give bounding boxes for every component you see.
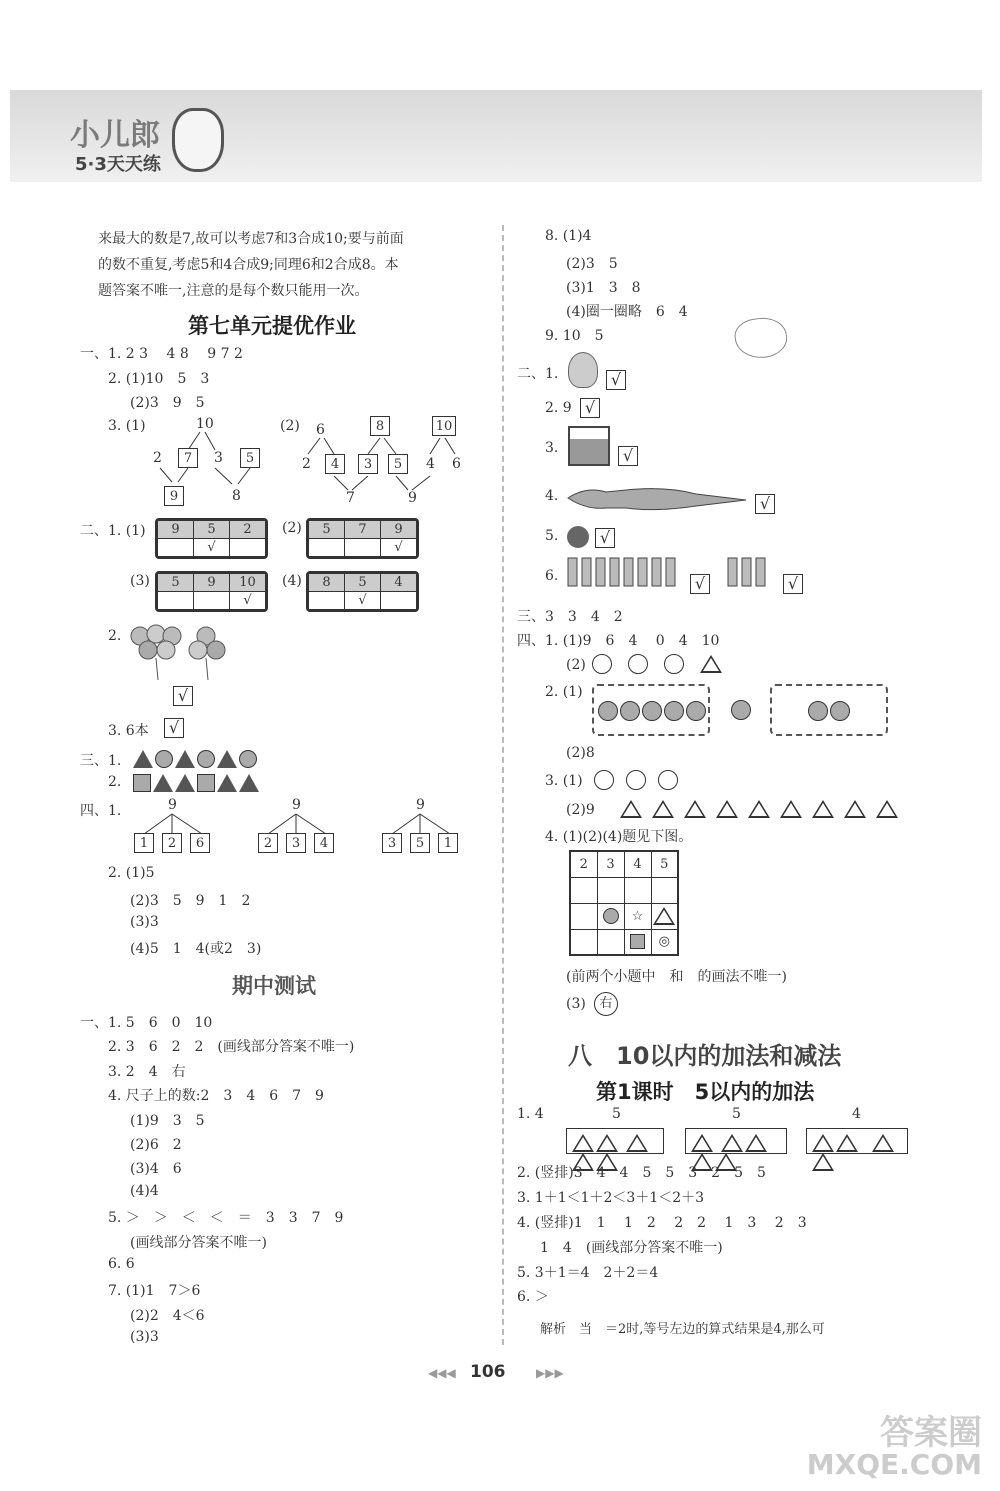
answer-line: (2): [566, 657, 586, 673]
answer-table: 9 5 2 √: [155, 518, 268, 559]
answer-table: 5 7 9 √: [306, 518, 419, 559]
answer-line: 三、1.: [80, 753, 122, 769]
shape-sequence: [592, 653, 732, 674]
answer-line: (2): [280, 418, 300, 434]
answer-line: 5.: [545, 528, 559, 544]
tree-node: 2: [153, 450, 162, 466]
answer-line: 4. 尺子上的数:2 3 4 6 7 9: [108, 1088, 324, 1104]
tree-node: 6: [452, 456, 461, 472]
answer-line: 3. 1＋1＜1＋2＜3＋1＜2＋3: [517, 1190, 705, 1206]
answer-line: 2. (1)10 5 3: [108, 371, 210, 387]
answer-line: 二、1. (1): [80, 523, 146, 539]
triangle-box: [806, 1128, 908, 1154]
shape-sequence: [594, 769, 682, 790]
answer-line: (4)5 1 4(或2 3): [130, 941, 262, 957]
answer-line: (3): [130, 573, 150, 589]
tree-box: 10: [432, 416, 456, 436]
answer-line: 4: [852, 1106, 861, 1122]
answer-line: (2)8: [566, 745, 595, 761]
answer-line: 一、1. 2 3 4 8 9 7 2: [80, 346, 243, 362]
answer-line: (3)3: [130, 1329, 159, 1345]
answer-line: 2. (竖排)3 4 4 5 5 3 2 5 5: [517, 1165, 766, 1181]
answer-line: (2)9: [566, 802, 595, 818]
pencils-icon: [566, 554, 776, 594]
balloons-icon: [128, 622, 238, 682]
analysis-note: 解析 当 ＝2时,等号左边的算式结果是4,那么可: [540, 1322, 825, 1337]
water-tank-icon: [568, 426, 610, 466]
tree-box: 3: [382, 833, 402, 853]
answer-line: 3.: [545, 440, 559, 456]
next-arrows-icon: ▶▶▶: [536, 1366, 564, 1380]
answer-table: 8 5 4 √: [306, 571, 419, 612]
answer-line: (3)4 6: [130, 1161, 182, 1177]
check-box: √: [173, 686, 193, 706]
answer-line: 2.: [108, 774, 122, 790]
answer-line: 3. 2 4 右: [108, 1064, 186, 1080]
shape-sequence: [133, 748, 259, 768]
answer-line: 9. 10 5: [545, 328, 604, 344]
answer-line: 5: [732, 1106, 741, 1122]
answer-line: 一、1. 5 6 0 10: [80, 1015, 213, 1031]
answer-line: 3. (1): [108, 418, 146, 434]
answer-line: 3. (1): [545, 773, 583, 789]
watermark-url: MXQE.COM: [806, 1448, 982, 1481]
tree-box: 5: [240, 448, 260, 468]
tree-box: 5: [410, 833, 430, 853]
tree-box: 5: [388, 454, 408, 474]
crocodile-icon: [566, 478, 751, 518]
tree-node: 7: [346, 490, 355, 506]
answer-line: 2. 9: [545, 400, 572, 416]
check-box: √: [580, 398, 600, 418]
tree-box: 4: [325, 454, 345, 474]
tree-node: 2: [302, 456, 311, 472]
tree-node: 6: [316, 422, 325, 438]
answer-line: (画线部分答案不唯一): [130, 1235, 267, 1251]
answer-line: 4. (竖排)1 1 1 2 2 2 1 3 2 3: [517, 1215, 807, 1231]
check-box: √: [755, 494, 775, 514]
triangle-box: [685, 1128, 787, 1154]
brand-logo: 小儿郎: [70, 118, 160, 153]
chapter-title: 八 10以内的加法和减法: [568, 1042, 842, 1070]
answer-line: (1)9 3 5: [130, 1113, 205, 1129]
answer-line: 3. 6本: [108, 723, 149, 739]
circle-single: [731, 700, 751, 720]
tree-box: 8: [370, 416, 390, 436]
tree-node: 3: [214, 450, 223, 466]
intro-line-1: 来最大的数是7,故可以考虑7和3合成10;要与前面: [98, 231, 404, 247]
answer-line: (3): [566, 996, 586, 1012]
tree-node: 4: [426, 456, 435, 472]
tree-box: 4: [314, 833, 334, 853]
tree-node: 9: [168, 797, 177, 813]
tree-node: 9: [292, 797, 301, 813]
answer-line: (4)4: [130, 1183, 159, 1199]
check-box: √: [164, 718, 184, 738]
tree-node: 9: [416, 797, 425, 813]
answer-line: 2. 3 6 2 2 (画线部分答案不唯一): [108, 1039, 355, 1055]
answer-line: 二、1.: [517, 366, 559, 382]
answer-line: 四、1.: [80, 803, 122, 819]
prev-arrows-icon: ◀◀◀: [428, 1366, 456, 1380]
answer-line: 5. ＞ ＞ ＜ ＜ ＝ 3 3 7 9: [108, 1210, 344, 1226]
check-box: √: [618, 446, 638, 466]
shape-sequence: [133, 772, 261, 792]
answer-line: (4)圈一圈略 6 4: [566, 304, 688, 320]
circle-group: [808, 700, 852, 721]
answer-line: 4. (1)(2)(4)题见下图。: [545, 829, 693, 845]
check-box: √: [783, 574, 803, 594]
tree-box: 3: [358, 454, 378, 474]
tree-box: 3: [286, 833, 306, 853]
triangle-box: [566, 1128, 664, 1154]
answer-line: 三、3 3 4 2: [517, 609, 623, 625]
answer-line: 6.: [545, 568, 559, 584]
tree-box: 9: [164, 486, 184, 506]
answer-line: 5: [612, 1106, 621, 1122]
tree-node: 9: [408, 490, 417, 506]
page-number: 106: [470, 1362, 506, 1382]
answer-line: 7. (1)1 7＞6: [108, 1283, 201, 1299]
answer-line: 2.: [108, 628, 122, 644]
column-divider: [502, 225, 504, 1345]
answer-line: (2): [282, 520, 302, 536]
triangle-sequence: [620, 798, 908, 818]
answer-line: 2. (1): [545, 684, 583, 700]
lesson-title: 第1课时 5以内的加法: [596, 1080, 815, 1104]
answer-line: (2)3 5 9 1 2: [130, 893, 251, 909]
circle-group: [598, 700, 708, 721]
answer-line: (2)3 5: [566, 256, 618, 272]
answer-line: 1. 4: [517, 1106, 544, 1122]
split-lines: [130, 810, 490, 840]
tree-node: 8: [232, 488, 241, 504]
tree-node: 10: [196, 416, 214, 432]
watermark-logo: 答案圈: [880, 1413, 982, 1453]
answer-circle: 右: [594, 992, 618, 1016]
tree-box: 1: [134, 833, 154, 853]
answer-line: 1 4 (画线部分答案不唯一): [540, 1240, 723, 1256]
mascot-icon: [172, 108, 224, 172]
section-title-unit7: 第七单元提优作业: [188, 314, 356, 338]
answer-line: (2)6 2: [130, 1137, 182, 1153]
answer-line: (4): [282, 573, 302, 589]
intro-line-2: 的数不重复,考虑5和4合成9;同理6和2合成8。本: [98, 257, 399, 273]
answer-line: 6. ＞: [517, 1289, 549, 1305]
answer-line: 4.: [545, 488, 559, 504]
tree-box: 6: [190, 833, 210, 853]
answer-grid: 2 3 4 5 ☆ ◎: [569, 850, 679, 956]
apple-icon: [567, 526, 589, 548]
intro-line-3: 题答案不唯一,注意的是每个数只能用一次。: [98, 283, 369, 299]
tree-box: 2: [162, 833, 182, 853]
answer-line: 8. (1)4: [545, 228, 592, 244]
answer-line: 2. (1)5: [108, 865, 155, 881]
section-title-midterm: 期中测试: [232, 974, 316, 998]
answer-line: 四、1. (1)9 6 4 0 4 10: [517, 633, 720, 649]
girl-icon: [568, 352, 598, 388]
check-box: √: [595, 528, 615, 548]
tree-box: 1: [438, 833, 458, 853]
tree-box: 7: [178, 448, 198, 468]
answer-table: 5 9 10 √: [155, 571, 268, 612]
answer-line: (3)3: [130, 914, 159, 930]
answer-line: (3)1 3 8: [566, 280, 641, 296]
tree-box: 2: [258, 833, 278, 853]
answer-line: (2)2 4＜6: [130, 1308, 205, 1324]
series-name: 5·3天天练: [75, 154, 161, 175]
answer-line: 5. 3＋1＝4 2＋2＝4: [517, 1265, 659, 1281]
check-box: √: [606, 370, 626, 390]
answer-line: (2)3 9 5: [130, 395, 205, 411]
check-box: √: [690, 574, 710, 594]
stamp-icon: [732, 315, 789, 362]
answer-line: 6. 6: [108, 1256, 135, 1272]
answer-line: (前两个小题中 和 的画法不唯一): [566, 969, 787, 985]
